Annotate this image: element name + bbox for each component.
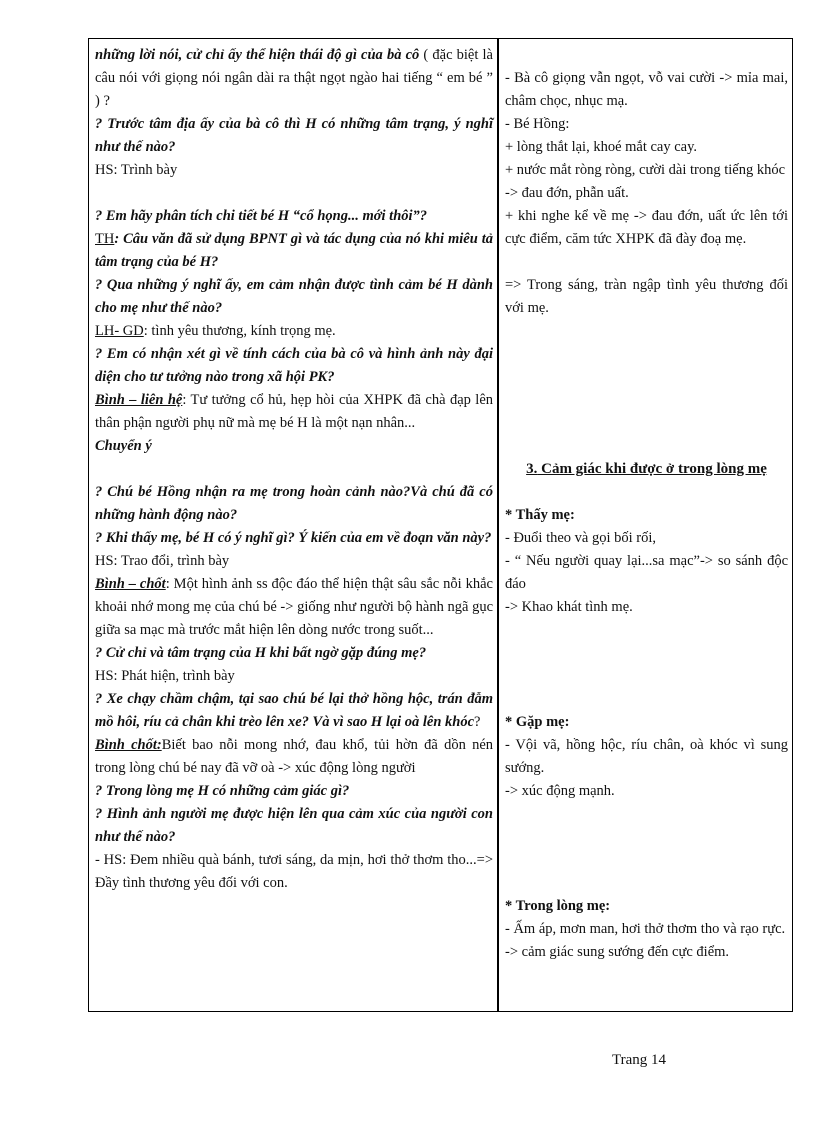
question-text: ? Qua những ý nghĩ ấy, em cảm nhận được tình cảm bé H dành cho mẹ như thế nào? bbox=[95, 277, 493, 316]
commentary: Bình – chốt: Một hình ảnh ss độc đáo thể hiện thật sâu sắc nỗi khắc khoải nhớ mong mẹ của chú bé -> giống như người bộ hành ngã gục giữa sa mạc mà trước mắt hiện lên dòng nước trong suốt... bbox=[95, 576, 493, 638]
spacer bbox=[95, 182, 493, 205]
student-response: HS: Trao đổi, trình bày bbox=[95, 553, 230, 569]
question-text: ? Xe chạy chầm chậm, tại sao chú bé lại thở hồng hộc, trán đẫm mồ hôi, ríu cả chân khi trèo lên xe? Và vì sao H lại oà lên khóc? bbox=[95, 691, 493, 730]
subheading: * Thấy mẹ: bbox=[505, 507, 575, 523]
spacer bbox=[505, 481, 788, 504]
question-text: ? Em hãy phân tích chi tiết bé H “cổ họng... mới thôi”? bbox=[95, 208, 428, 224]
question-text: ? Em có nhận xét gì về tính cách của bà cô và hình ảnh này đại diện cho tư tưởng nào trong xã hội PK? bbox=[95, 346, 493, 385]
spacer bbox=[505, 619, 788, 711]
question-text: những lời nói, cử chỉ ấy thể hiện thái độ gì của bà cô ( đặc biệt là câu nói với giọng nói ngân dài ra thật ngọt ngào hai tiếng “ em bé ” ) ? bbox=[95, 47, 493, 109]
content-column bbox=[500, 39, 792, 1011]
question-text: ? Chú bé Hồng nhận ra mẹ trong hoàn cảnh nào?Và chú đã có những hành động nào? bbox=[95, 484, 493, 523]
content-line: - Đuổi theo và gọi bối rối, bbox=[505, 530, 657, 546]
student-response: - HS: Đem nhiều quà bánh, tươi sáng, da mịn, hơi thở thơm tho...=> Đầy tình thương yêu đối với con. bbox=[95, 852, 493, 891]
subheading: * Trong lòng mẹ: bbox=[505, 898, 611, 914]
content-line: - Ấm áp, mơn man, hơi thở thơm tho và rạo rực. bbox=[505, 921, 786, 937]
spacer bbox=[505, 320, 788, 458]
subheading: * Gặp mẹ: bbox=[505, 714, 570, 730]
question-text: ? Cử chỉ và tâm trạng của H khi bất ngờ gặp đúng mẹ? bbox=[95, 645, 427, 661]
integration-note: TH: Câu văn đã sử dụng BPNT gì và tác dụng của nó khi miêu tả tâm trạng của bé H? bbox=[95, 231, 493, 270]
teacher-activity-column bbox=[89, 39, 497, 1011]
question-text: ? Khi thấy mẹ, bé H có ý nghĩ gì? Ý kiến của em về đoạn văn này? bbox=[95, 530, 492, 546]
content-line: -> xúc động mạnh. bbox=[505, 783, 615, 799]
content-line: -> cảm giác sung sướng đến cực điểm. bbox=[505, 944, 730, 960]
transition-label: Chuyển ý bbox=[95, 438, 152, 454]
spacer bbox=[505, 251, 788, 274]
content-line: => Trong sáng, tràn ngập tình yêu thương đối với mẹ. bbox=[505, 277, 788, 316]
content-line: - “ Nếu người quay lại...sa mạc”-> so sánh độc đáo bbox=[505, 553, 788, 592]
student-response: HS: Phát hiện, trình bày bbox=[95, 668, 235, 684]
content-line: - Bà cô giọng vẫn ngọt, vỗ vai cười -> mỉa mai, châm chọc, nhục mạ. bbox=[505, 70, 788, 109]
content-line: + khi nghe kể về mẹ -> đau đớn, uất ức lên tới cực điểm, căm tức XHPK đã đày đoạ mẹ. bbox=[505, 208, 788, 247]
integration-note: LH- GD: tình yêu thương, kính trọng mẹ. bbox=[95, 323, 336, 339]
column-divider bbox=[497, 39, 499, 1011]
page-number: Trang 14 bbox=[612, 1052, 667, 1068]
spacer bbox=[95, 458, 493, 481]
question-text: ? Hình ảnh người mẹ được hiện lên qua cảm xúc của người con như thế nào? bbox=[95, 806, 493, 845]
section-heading: 3. Cảm giác khi được ở trong lòng mẹ bbox=[526, 461, 767, 477]
content-line: + lòng thắt lại, khoé mắt cay cay. bbox=[505, 139, 698, 155]
student-response: HS: Trình bày bbox=[95, 162, 178, 178]
spacer bbox=[505, 44, 788, 67]
question-text: ? Trong lòng mẹ H có những cảm giác gì? bbox=[95, 783, 350, 799]
content-line: - Bé Hồng: bbox=[505, 116, 570, 132]
commentary: Bình chốt:Biết bao nỗi mong nhớ, đau khổ, tủi hờn đã dồn nén trong lòng chú bé nay đã vỡ oà -> xúc động lòng người bbox=[95, 737, 494, 776]
spacer bbox=[505, 803, 788, 895]
content-line: -> đau đớn, phẫn uất. bbox=[505, 185, 629, 201]
commentary: Bình – liên hệ: Tư tưởng cổ hủ, hẹp hòi của XHPK đã chà đạp lên thân phận người phụ nữ mà mẹ bé H là một nạn nhân... bbox=[95, 392, 494, 431]
lesson-table bbox=[88, 38, 793, 1012]
content-line: -> Khao khát tình mẹ. bbox=[505, 599, 633, 615]
content-line: - Vội vã, hồng hộc, ríu chân, oà khóc vì sung sướng. bbox=[505, 737, 788, 776]
question-text: ? Trước tâm địa ấy của bà cô thì H có những tâm trạng, ý nghĩ như thế nào? bbox=[95, 116, 493, 155]
content-line: + nước mắt ròng ròng, cười dài trong tiếng khóc bbox=[505, 162, 786, 178]
